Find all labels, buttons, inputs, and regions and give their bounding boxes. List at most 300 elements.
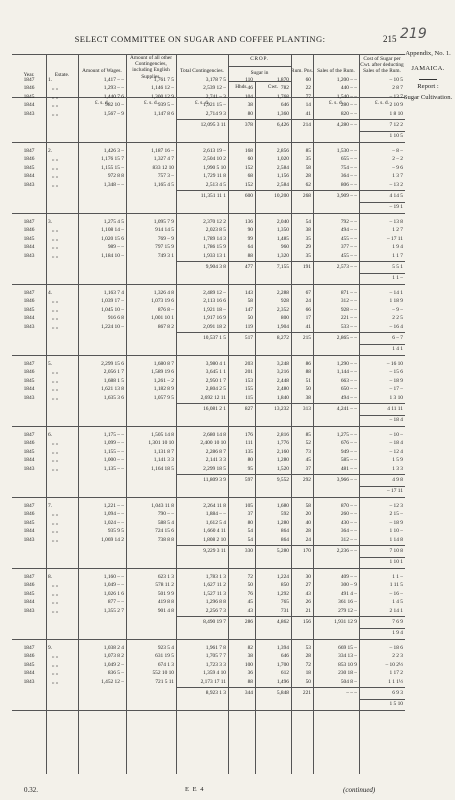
ditto-mark: „ „ bbox=[52, 181, 59, 188]
rum-cell: 24 bbox=[305, 298, 311, 305]
rum-cell: 50 bbox=[305, 386, 311, 393]
other-cell: 1,505 14 8 bbox=[151, 432, 174, 438]
sales-cell: 928 – – bbox=[340, 306, 357, 313]
cwt-cell: 592 bbox=[280, 511, 289, 518]
group-average-row bbox=[12, 274, 405, 283]
total-total-cell: 10,537 1 5 bbox=[203, 335, 226, 341]
total-cell: 1,729 11 8 bbox=[203, 173, 226, 180]
wages-cell: 1,293 – – bbox=[103, 85, 124, 92]
total-cost-cell: 7 6 9 bbox=[392, 619, 403, 625]
total-cell: 1,786 15 9 bbox=[203, 244, 226, 251]
rum-cell: 66 bbox=[305, 306, 311, 313]
year-cell: 1844 bbox=[23, 457, 35, 464]
sales-cell: 312 – – bbox=[340, 298, 357, 305]
year-cell: 1844 bbox=[23, 102, 35, 109]
rum-cell: 52 bbox=[305, 440, 311, 447]
cwt-cell: 1,156 bbox=[276, 173, 289, 180]
cost-cell: – 12 3 bbox=[389, 503, 403, 509]
ditto-mark: „ „ bbox=[52, 306, 59, 313]
total-cwt-cell: 5,280 bbox=[276, 548, 289, 554]
average-cost-cell: 1 9 4 bbox=[392, 630, 403, 636]
year-cell: 1846 bbox=[23, 369, 35, 376]
total-cell: 3,645 1 1 bbox=[205, 369, 226, 376]
cwt-cell: 1,776 bbox=[276, 440, 289, 447]
col-header-wages: Amount of Wages. bbox=[82, 68, 122, 74]
cost-cell: 2 10 9 bbox=[389, 102, 403, 109]
total-cell: 2,489 12 – bbox=[203, 290, 226, 296]
ditto-mark: „ „ bbox=[52, 582, 59, 589]
cost-cell: – 14 1 bbox=[389, 290, 403, 296]
group-average-row bbox=[12, 629, 405, 638]
rum-cell: 73 bbox=[305, 448, 311, 455]
cost-cell: – 16 4 bbox=[389, 323, 403, 330]
table-row bbox=[12, 181, 405, 190]
hhds-cell: 36 bbox=[247, 670, 253, 677]
year-cell: 1845 bbox=[23, 661, 35, 668]
page-number: 215 bbox=[383, 34, 397, 44]
average-cost-cell: 1 4 1 bbox=[392, 346, 403, 352]
ditto-mark: „ „ bbox=[52, 102, 59, 109]
total-cost-cell: 6 9 3 bbox=[392, 690, 403, 696]
hhds-cell: 46 bbox=[247, 85, 253, 92]
total-cell: 2,714 9 3 bbox=[205, 110, 226, 117]
year-cell: 1843 bbox=[23, 607, 35, 614]
other-cell: 1,300 12 9 bbox=[151, 93, 174, 100]
year-cell: 1843 bbox=[23, 465, 35, 472]
year-cell: 1847 bbox=[23, 148, 35, 154]
rum-cell: 67 bbox=[305, 290, 311, 296]
hhds-cell: 38 bbox=[247, 653, 253, 660]
cost-cell: 1 11 5 bbox=[389, 582, 403, 589]
other-cell: 939 5 – bbox=[157, 102, 174, 109]
group-total-row bbox=[12, 192, 405, 201]
col-header-sales: Sales of the Rum. bbox=[317, 68, 355, 74]
cwt-cell: 1,485 bbox=[276, 235, 289, 242]
total-cell: 2,539 12 – bbox=[203, 85, 226, 92]
cost-cell: 1 2 7 bbox=[392, 227, 403, 234]
cwt-cell: 1,280 bbox=[276, 457, 289, 464]
total-cwt-cell: 13,232 bbox=[274, 406, 289, 412]
other-cell: 631 19 5 bbox=[155, 653, 174, 660]
total-cost-cell: 6 – 7 bbox=[392, 335, 403, 341]
other-cell: 1,761 7 5 bbox=[153, 77, 174, 83]
estate-number-cell: 9. bbox=[48, 645, 53, 651]
sales-cell: 494 – – bbox=[340, 227, 357, 234]
col-header-estate: Estate. bbox=[54, 72, 70, 78]
cwt-cell: 765 bbox=[280, 599, 289, 606]
hhds-cell: 82 bbox=[247, 645, 253, 651]
rum-cell: 28 bbox=[305, 528, 311, 535]
total-cell: 2,141 3 3 bbox=[205, 457, 226, 464]
sales-cell: 676 – – bbox=[340, 440, 357, 447]
sales-cell: 280 – – bbox=[340, 102, 357, 109]
group-separator-rule bbox=[12, 355, 405, 356]
total-hhds-cell: 600 bbox=[244, 193, 253, 199]
cost-cell: – 15 6 bbox=[389, 369, 403, 376]
sales-cell: 663 – – bbox=[340, 377, 357, 384]
cost-cell: – 18 6 bbox=[389, 645, 403, 651]
other-cell: 552 10 10 bbox=[152, 670, 174, 677]
total-cell: 2,692 12 11 bbox=[200, 394, 226, 401]
total-rum-cell: 313 bbox=[302, 406, 311, 412]
group-separator-rule bbox=[12, 639, 405, 640]
total-cell: 1,783 1 3 bbox=[205, 574, 226, 580]
total-cell: 1,296 8 8 bbox=[205, 599, 226, 606]
total-cwt-cell: 9,552 bbox=[276, 477, 289, 483]
other-cell: 1,043 11 8 bbox=[151, 503, 174, 509]
ditto-mark: „ „ bbox=[52, 653, 59, 660]
sales-cell: 669 15 – bbox=[338, 645, 357, 651]
wages-cell: 1,108 14 – bbox=[101, 227, 124, 234]
year-cell: 1844 bbox=[23, 528, 35, 535]
wages-cell: 2,299 15 6 bbox=[101, 361, 124, 367]
year-cell: 1846 bbox=[23, 653, 35, 660]
other-cell: 1,095 7 9 bbox=[153, 219, 174, 225]
rum-cell: 40 bbox=[305, 519, 311, 526]
other-cell: 721 5 11 bbox=[155, 678, 174, 685]
rum-cell: 50 bbox=[305, 678, 311, 685]
hhds-cell: 99 bbox=[247, 235, 253, 242]
total-cell: 2,173 17 11 bbox=[200, 678, 226, 685]
total-cell: 2,091 18 2 bbox=[203, 323, 226, 330]
estate-number-cell: 6. bbox=[48, 432, 53, 438]
cwt-cell: 1,224 bbox=[276, 574, 289, 580]
group-average-row bbox=[12, 416, 405, 425]
total-cost-cell: 5 5 1 bbox=[392, 264, 403, 270]
cost-cell: 1 3 7 bbox=[392, 173, 403, 180]
ditto-mark: „ „ bbox=[52, 323, 59, 330]
rum-cell: 20 bbox=[305, 511, 311, 518]
year-cell: 1846 bbox=[23, 298, 35, 305]
group-separator-rule bbox=[12, 426, 405, 427]
estate-number-cell: 4. bbox=[48, 290, 53, 296]
cost-cell: 1 14 8 bbox=[389, 536, 403, 543]
year-cell: 1846 bbox=[23, 227, 35, 234]
group-total-rule bbox=[176, 190, 405, 191]
cwt-cell: 2,040 bbox=[276, 219, 289, 225]
ditto-mark: „ „ bbox=[52, 394, 59, 401]
wages-cell: 1,026 1 6 bbox=[103, 590, 124, 597]
wages-cell: 1,045 10 – bbox=[101, 306, 124, 313]
total-cell: 1,990 5 10 bbox=[203, 164, 226, 171]
year-cell: 1844 bbox=[23, 599, 35, 606]
cwt-cell: 1,700 bbox=[276, 661, 289, 668]
year-cell: 1845 bbox=[23, 519, 35, 526]
hhds-cell: 176 bbox=[244, 432, 253, 438]
hhds-cell: 54 bbox=[247, 528, 253, 535]
cwt-cell: 2,584 bbox=[276, 181, 289, 188]
wages-cell: 982 10 – bbox=[105, 102, 124, 109]
col-header-cost: Cost of Sugar per Cwt. after deducting Sales of the Rum. bbox=[360, 56, 404, 75]
total-cost-cell: 4 14 5 bbox=[389, 193, 403, 199]
other-cell: 749 3 1 bbox=[157, 252, 174, 259]
year-cell: 1847 bbox=[23, 219, 35, 225]
other-cell: 578 11 2 bbox=[155, 582, 174, 589]
other-cell: 1,261 – 2 bbox=[153, 377, 174, 384]
total-cell: 2,804 2 5 bbox=[205, 386, 226, 393]
cost-cell: 2 2 3 bbox=[392, 653, 403, 660]
cost-cell: 1 4 5 bbox=[392, 599, 403, 606]
rum-cell: 28 bbox=[305, 173, 311, 180]
ditto-mark: „ „ bbox=[52, 590, 59, 597]
other-cell: 1,141 3 3 bbox=[153, 457, 174, 464]
total-cell: 2,513 4 5 bbox=[205, 181, 226, 188]
ditto-mark: „ „ bbox=[52, 85, 59, 92]
ditto-mark: „ „ bbox=[52, 599, 59, 606]
wages-cell: 836 5 – bbox=[107, 670, 124, 677]
hhds-cell: 72 bbox=[247, 574, 253, 580]
unit-wages: £. s. d. bbox=[95, 100, 109, 106]
cost-cell: 1 5 9 bbox=[392, 457, 403, 464]
total-total-cell: 11,809 3 9 bbox=[203, 477, 226, 483]
ditto-mark: „ „ bbox=[52, 252, 59, 259]
hhds-cell: 105 bbox=[244, 503, 253, 509]
group-average-row bbox=[12, 487, 405, 496]
group-total-rule bbox=[176, 332, 405, 333]
rum-cell: 37 bbox=[305, 465, 311, 472]
total-rum-cell: 292 bbox=[302, 477, 311, 483]
page-header-title: SELECT COMMITTEE ON SUGAR AND COFFEE PLANTING: bbox=[74, 34, 326, 44]
year-cell: 1846 bbox=[23, 156, 35, 163]
ditto-mark: „ „ bbox=[52, 536, 59, 543]
hhds-cell: 45 bbox=[247, 599, 253, 606]
total-total-cell: 8,490 19 7 bbox=[203, 619, 226, 625]
group-separator-rule bbox=[12, 710, 405, 711]
table-row bbox=[12, 678, 405, 687]
col-header-rum: Rum. Pns. bbox=[291, 68, 313, 74]
hhds-cell: 50 bbox=[247, 582, 253, 589]
sales-cell: 364 – – bbox=[340, 528, 357, 535]
wages-cell: 1,688 1 5 bbox=[103, 377, 124, 384]
total-cell: 1,808 2 10 bbox=[203, 536, 226, 543]
cwt-cell: 1,292 bbox=[276, 590, 289, 597]
wages-cell: 1,155 – – bbox=[103, 448, 124, 455]
ditto-mark: „ „ bbox=[52, 661, 59, 668]
total-cell: 2,680 14 8 bbox=[203, 432, 226, 438]
sales-cell: 334 13 – bbox=[338, 653, 357, 660]
wages-cell: 1,135 – – bbox=[103, 465, 124, 472]
wages-cell: 935 9 5 bbox=[107, 528, 124, 535]
year-cell: 1844 bbox=[23, 315, 35, 322]
total-sales-cell: 3,966 – – bbox=[336, 477, 357, 483]
average-cost-cell: 1 1 – bbox=[392, 275, 403, 281]
sales-cell: 820 – – bbox=[340, 110, 357, 117]
hhds-cell: 119 bbox=[245, 323, 253, 330]
other-cell: 797 15 9 bbox=[155, 244, 174, 251]
rum-cell: 41 bbox=[305, 323, 311, 330]
year-cell: 1845 bbox=[23, 448, 35, 455]
report-subject: Sugar Cultivation. bbox=[403, 93, 453, 101]
ditto-mark: „ „ bbox=[52, 465, 59, 472]
rum-cell: 43 bbox=[305, 590, 311, 597]
year-cell: 1844 bbox=[23, 670, 35, 677]
cost-cell: 2 8 7 bbox=[392, 85, 403, 92]
col-header-crop: CROP. bbox=[250, 56, 269, 62]
rum-cell: 21 bbox=[305, 607, 311, 614]
total-cell: 1,933 13 1 bbox=[203, 252, 226, 259]
cost-cell: 1 3 10 bbox=[389, 394, 403, 401]
cwt-cell: 1,320 bbox=[276, 252, 289, 259]
total-cost-cell: 7 12 2 bbox=[389, 122, 403, 128]
total-rum-cell: 221 bbox=[302, 690, 311, 696]
wages-cell: 972 8 8 bbox=[107, 173, 124, 180]
cost-cell: 2 15 – bbox=[389, 511, 403, 518]
sales-cell: 491 4 – bbox=[340, 590, 357, 597]
sales-cell: 361 16 – bbox=[338, 599, 357, 606]
group-separator-rule bbox=[12, 142, 405, 143]
hhds-cell: 168 bbox=[244, 148, 253, 154]
sales-cell: 230 18 – bbox=[338, 670, 357, 677]
total-hhds-cell: 378 bbox=[244, 122, 253, 128]
other-cell: 1,327 4 7 bbox=[153, 156, 174, 163]
group-separator-rule bbox=[12, 568, 405, 569]
total-cell: 1,921 15 – bbox=[203, 102, 226, 109]
wages-cell: 1,452 12 – bbox=[101, 678, 124, 685]
cost-cell: 2 – 2 bbox=[392, 156, 403, 163]
total-cell: 1,921 18 – bbox=[203, 306, 226, 313]
other-cell: 769 – 9 bbox=[157, 235, 174, 242]
rum-cell: 35 bbox=[305, 156, 311, 163]
wages-cell: 1,440 7 6 bbox=[103, 93, 124, 100]
rum-cell: 86 bbox=[305, 361, 311, 367]
rum-cell: 38 bbox=[305, 227, 311, 234]
sales-cell: 655 – – bbox=[340, 156, 357, 163]
appendix-label: Appendix, No. 1. bbox=[405, 50, 451, 57]
total-cost-cell: 4 11 11 bbox=[387, 406, 403, 412]
ditto-mark: „ „ bbox=[52, 227, 59, 234]
cost-cell: – 18 4 bbox=[389, 440, 403, 447]
wages-cell: 1,000 – – bbox=[103, 457, 124, 464]
sales-cell: 1,275 – – bbox=[336, 432, 357, 438]
ditto-mark: „ „ bbox=[52, 377, 59, 384]
cost-cell: 1 10 – bbox=[389, 528, 403, 535]
rum-cell: 24 bbox=[305, 536, 311, 543]
cwt-cell: 2,584 bbox=[276, 164, 289, 171]
average-cost-cell: – 17 11 bbox=[387, 488, 403, 494]
cost-cell: 1 18 9 bbox=[389, 298, 403, 305]
hhds-cell: 80 bbox=[247, 519, 253, 526]
hhds-cell: 147 bbox=[244, 306, 253, 313]
ditto-mark: „ „ bbox=[52, 670, 59, 677]
ditto-mark: „ „ bbox=[52, 519, 59, 526]
cost-cell: 2 14 1 bbox=[389, 607, 403, 614]
hhds-cell: 111 bbox=[245, 440, 253, 447]
group-total-rule bbox=[176, 119, 405, 120]
total-cell: 3,178 7 5 bbox=[205, 77, 226, 83]
hhds-cell: 135 bbox=[244, 448, 253, 455]
total-cell: 1,884 – – bbox=[205, 511, 226, 518]
year-cell: 1844 bbox=[23, 386, 35, 393]
wages-cell: 1,039 17 – bbox=[101, 298, 124, 305]
year-cell: 1845 bbox=[23, 164, 35, 171]
cost-cell: – 13 8 bbox=[389, 219, 403, 225]
total-cost-cell: 7 10 8 bbox=[389, 548, 403, 554]
cwt-cell: 1,350 bbox=[276, 227, 289, 234]
other-cell: 1,073 19 6 bbox=[151, 298, 174, 305]
cwt-cell: 3,216 bbox=[276, 369, 289, 376]
rum-cell: 38 bbox=[305, 394, 311, 401]
cost-cell: 1 9 4 bbox=[392, 244, 403, 251]
cost-cell: 2 2 5 bbox=[392, 315, 403, 322]
total-rum-cell: 156 bbox=[302, 619, 311, 625]
hhds-cell: 152 bbox=[244, 164, 253, 171]
cost-cell: – 10 5 bbox=[389, 77, 403, 83]
total-cell: 1,527 11 3 bbox=[203, 590, 226, 597]
group-average-row bbox=[12, 132, 405, 141]
year-cell: 1845 bbox=[23, 235, 35, 242]
ditto-mark: „ „ bbox=[52, 156, 59, 163]
rum-cell: 35 bbox=[305, 235, 311, 242]
other-cell: 623 1 3 bbox=[157, 574, 174, 580]
total-total-cell: 9,904 3 8 bbox=[205, 264, 226, 270]
rum-cell: 18 bbox=[305, 670, 311, 677]
total-cell: 2,286 8 7 bbox=[205, 448, 226, 455]
col-header-total: Total Contingencies. bbox=[180, 68, 224, 74]
other-cell: 501 9 9 bbox=[157, 590, 174, 597]
unit-sales: £. s. d. bbox=[329, 100, 343, 106]
hhds-cell: 50 bbox=[247, 315, 253, 322]
year-cell: 1845 bbox=[23, 377, 35, 384]
cost-cell: – 12 4 bbox=[389, 448, 403, 455]
total-cell: 2,113 16 6 bbox=[203, 298, 226, 305]
hhds-cell: 115 bbox=[245, 394, 253, 401]
cwt-cell: 960 bbox=[280, 244, 289, 251]
estate-number-cell: 3. bbox=[48, 219, 53, 225]
group-total-rule bbox=[176, 687, 405, 688]
total-cwt-cell: 8,272 bbox=[276, 335, 289, 341]
ditto-mark: „ „ bbox=[52, 235, 59, 242]
table-row bbox=[12, 110, 405, 119]
sales-cell: 1,200 – – bbox=[336, 77, 357, 83]
average-cost-cell: 1 10 5 bbox=[389, 133, 403, 139]
hhds-cell: 64 bbox=[247, 244, 253, 251]
cwt-cell: 2,816 bbox=[276, 432, 289, 438]
sales-cell: 1,530 – – bbox=[336, 148, 357, 154]
cwt-cell: 2,480 bbox=[276, 386, 289, 393]
cwt-cell: 850 bbox=[280, 582, 289, 589]
sales-cell: 853 10 9 bbox=[338, 661, 357, 668]
year-cell: 1844 bbox=[23, 244, 35, 251]
hhds-cell: 136 bbox=[244, 219, 253, 225]
hhds-cell: 76 bbox=[247, 590, 253, 597]
group-total-row bbox=[12, 405, 405, 414]
rum-cell: 14 bbox=[305, 102, 311, 109]
wages-cell: 1,184 10 – bbox=[101, 252, 124, 259]
wages-cell: 1,176 15 7 bbox=[101, 156, 124, 163]
wages-cell: 877 – – bbox=[107, 599, 124, 606]
total-hhds-cell: 597 bbox=[244, 477, 253, 483]
cwt-cell: 646 bbox=[280, 102, 289, 109]
other-cell: 1,146 12 – bbox=[151, 85, 174, 92]
total-rum-cell: 215 bbox=[302, 335, 311, 341]
other-cell: 833 12 10 bbox=[152, 164, 174, 171]
other-cell: 588 5 4 bbox=[157, 519, 174, 526]
year-cell: 1843 bbox=[23, 252, 35, 259]
other-cell: 1,001 10 1 bbox=[151, 315, 174, 322]
rum-cell: 58 bbox=[305, 503, 311, 509]
rum-cell: 30 bbox=[305, 574, 311, 580]
group-total-row bbox=[12, 476, 405, 485]
cwt-cell: 800 bbox=[280, 315, 289, 322]
sales-cell: 440 – – bbox=[340, 85, 357, 92]
total-total-cell: 8,923 1 3 bbox=[205, 690, 226, 696]
cwt-cell: 2,448 bbox=[276, 377, 289, 384]
cwt-cell: 1,768 bbox=[276, 93, 289, 100]
group-separator-rule bbox=[12, 213, 405, 214]
sales-cell: 650 – – bbox=[340, 386, 357, 393]
rum-cell: 72 bbox=[305, 661, 311, 668]
ditto-mark: „ „ bbox=[52, 164, 59, 171]
